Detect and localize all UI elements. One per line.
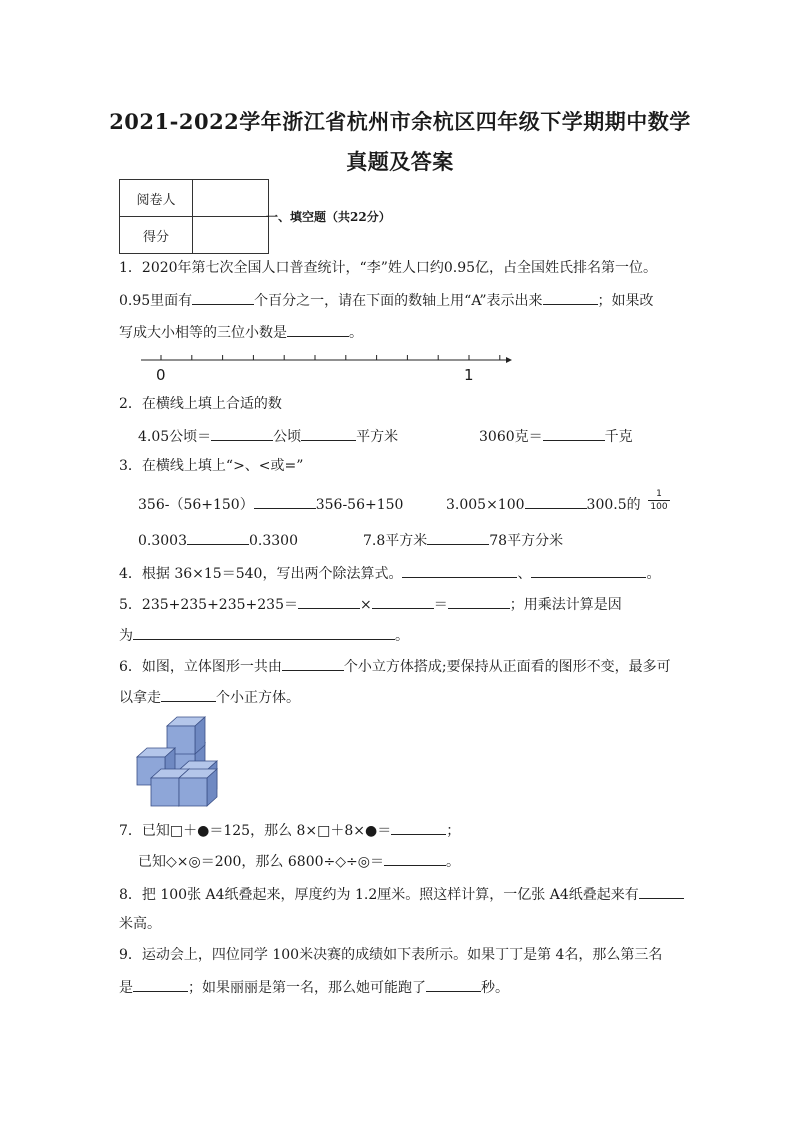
question-3d: 7.8平方米 78平方分米 <box>363 530 563 550</box>
question-4: 4．根据 36×15＝540，写出两个除法算式。 、 。 <box>119 563 660 583</box>
answer-blank[interactable] <box>427 530 489 545</box>
question-7-line1: 7．已知□＋●＝125，那么 8×□＋8×●＝ ； <box>119 820 460 840</box>
question-9-line2: 是 ；如果丽丽是第一名，那么她可能跑了 秒。 <box>119 977 509 997</box>
score-cell[interactable] <box>193 217 269 254</box>
question-2a: 4.05公顷＝ 公顷 平方米 <box>138 426 398 446</box>
fraction-one-hundredth: 1 100 <box>648 489 670 512</box>
question-2b: 3060克＝ 千克 <box>479 426 633 446</box>
question-3: 3．在横线上填上“>、<或=” <box>119 458 304 474</box>
answer-blank[interactable] <box>254 494 316 509</box>
answer-blank[interactable] <box>282 656 344 671</box>
reviewer-label: 阅卷人 <box>120 180 193 217</box>
answer-blank[interactable] <box>543 290 598 305</box>
question-6-line1: 6．如图，立体图形一共由 个小立方体搭成;要保持从正面看的图形不变，最多可 <box>119 656 671 676</box>
number-line-label-0: 0 <box>156 366 166 384</box>
answer-blank[interactable] <box>187 530 249 545</box>
cube-stack-figure <box>135 712 225 816</box>
number-line-label-1: 1 <box>464 366 474 384</box>
reviewer-cell[interactable] <box>193 180 269 217</box>
answer-blank[interactable] <box>391 820 446 835</box>
answer-blank[interactable] <box>402 563 517 578</box>
answer-blank[interactable] <box>543 426 605 441</box>
question-3b: 3.005×100 300.5的 <box>446 494 641 514</box>
answer-blank[interactable] <box>426 977 481 992</box>
answer-blank[interactable] <box>372 594 434 609</box>
question-3a: 356-（56+150） 356-56+150 <box>138 494 403 514</box>
question-7-line2: 已知◇×◎＝200，那么 6800÷◇÷◎＝ 。 <box>138 851 460 871</box>
answer-blank[interactable] <box>448 594 510 609</box>
answer-blank[interactable] <box>133 625 395 640</box>
answer-blank[interactable] <box>161 687 216 702</box>
question-5-line2: 为 。 <box>119 625 409 645</box>
page-title: 2021-2022学年浙江省杭州市余杭区四年级下学期期中数学 <box>109 109 691 134</box>
answer-blank[interactable] <box>192 290 254 305</box>
question-1-line3: 写成大小相等的三位小数是 。 <box>119 322 363 342</box>
question-1-line1: 1．2020年第七次全国人口普查统计，“李”姓人口约0.95亿，占全国姓氏排名第一位。 <box>119 260 658 276</box>
answer-blank[interactable] <box>133 977 188 992</box>
question-8-line2: 米高。 <box>119 916 161 932</box>
section-heading: 一、填空题（共22分） <box>266 210 391 224</box>
answer-blank[interactable] <box>287 322 349 337</box>
answer-blank[interactable] <box>301 426 356 441</box>
question-6-line2: 以拿走 个小正方体。 <box>119 687 300 707</box>
answer-blank[interactable] <box>384 851 446 866</box>
question-8-line1: 8．把 100张 A4纸叠起来，厚度约为 1.2厘米。照这样计算，一亿张 A4纸叠起来有 <box>119 884 684 904</box>
cube-face <box>151 778 179 806</box>
score-label: 得分 <box>120 217 193 254</box>
number-line-axis <box>138 348 518 368</box>
answer-blank[interactable] <box>531 563 646 578</box>
answer-blank[interactable] <box>298 594 360 609</box>
answer-blank[interactable] <box>525 494 587 509</box>
answer-blank[interactable] <box>211 426 273 441</box>
page-title-line2: 真题及答案 <box>346 149 454 174</box>
question-3c: 0.3003 0.3300 <box>138 530 298 550</box>
answer-blank[interactable] <box>639 884 684 899</box>
question-5-line1: 5．235+235+235+235＝ × ＝ ；用乘法计算是因 <box>119 594 622 614</box>
question-2: 2．在横线上填上合适的数 <box>119 396 282 412</box>
cube-face <box>179 778 207 806</box>
question-9-line1: 9．运动会上，四位同学 100米决赛的成绩如下表所示。如果丁丁是第 4名，那么第三名 <box>119 947 663 963</box>
question-1-line2: 0.95里面有 个百分之一，请在下面的数轴上用“A”表示出来 ；如果改 <box>119 290 654 310</box>
score-table <box>119 179 269 254</box>
